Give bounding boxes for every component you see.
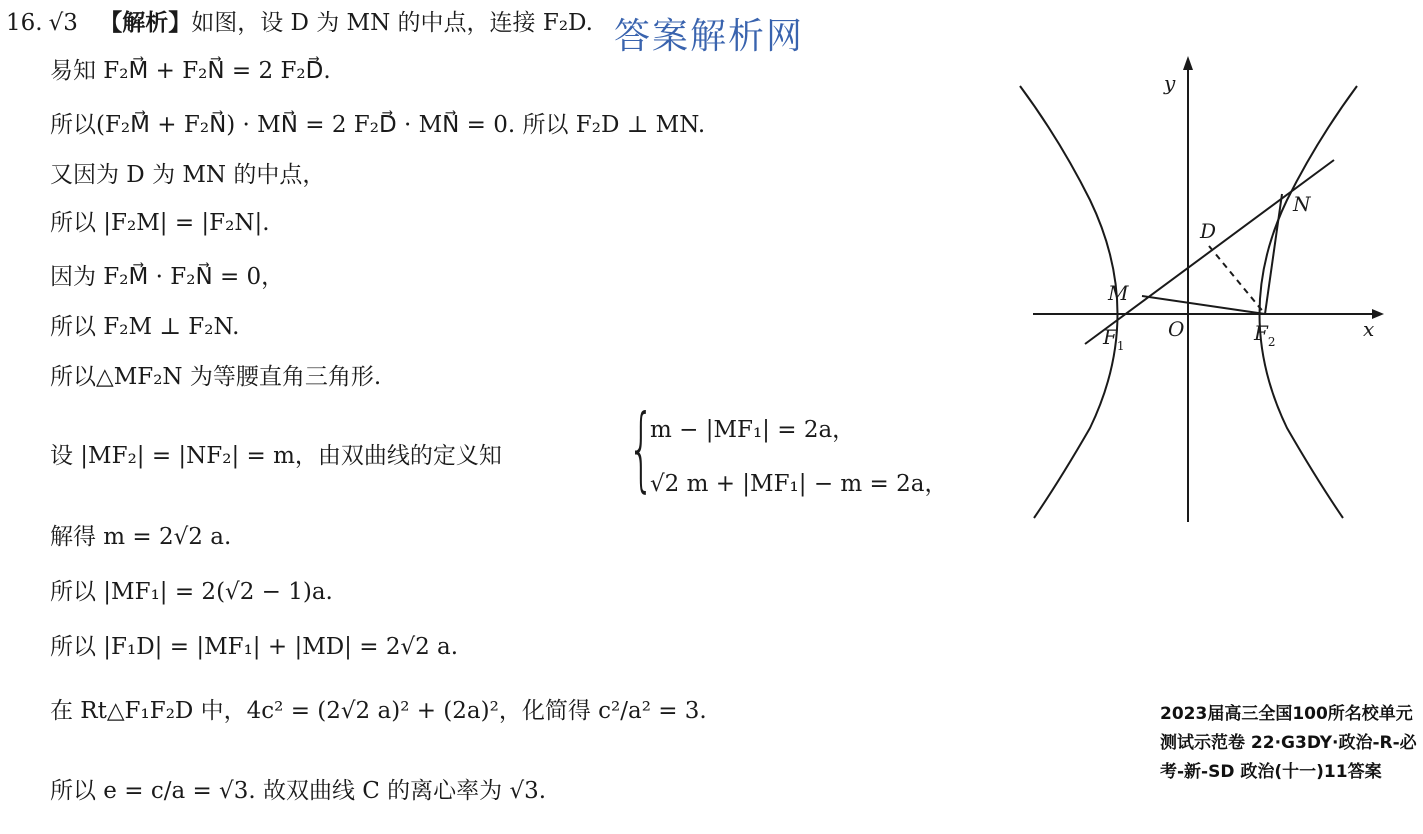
answer-value: √3 xyxy=(48,10,78,36)
y-axis-label: y xyxy=(1164,71,1176,95)
segment-f2d-dashed xyxy=(1209,246,1265,314)
m-label: M xyxy=(1108,281,1129,305)
solution-line-12: 在 Rt△F₁F₂D 中，4c² = (2√2 a)² + (2a)²，化简得 c²/a² = 3. xyxy=(50,698,707,724)
solution-text-0: 如图，设 D 为 MN 的中点，连接 F₂D. xyxy=(191,10,593,36)
hyperbola-figure xyxy=(1010,48,1410,528)
n-label: N xyxy=(1293,192,1311,216)
watermark: 答案解析网 xyxy=(614,16,805,57)
segment-f2m xyxy=(1142,296,1265,314)
line-mn xyxy=(1085,160,1334,344)
solution-line-3: 又因为 D 为 MN 的中点， xyxy=(50,162,326,188)
solution-line-4: 所以 |F₂M| = |F₂N|. xyxy=(50,210,270,236)
system-equation-2: √2 m + |MF₁| − m = 2a， xyxy=(650,471,948,497)
d-label: D xyxy=(1200,219,1217,243)
problem-number: 16. xyxy=(6,10,43,36)
source-footer: 2023届高三全国100所名校单元测试示范卷 22·G3DY·政治-R-必考-新-SD 政治(十一)11答案 xyxy=(1160,704,1417,782)
solution-line-13: 所以 e = c/a = √3. 故双曲线 C 的离心率为 √3. xyxy=(50,778,547,804)
left-brace: { xyxy=(628,395,655,502)
solution-line-2: 所以(F₂M⃗ + F₂N⃗) · MN⃗ = 2 F₂D⃗ · MN⃗ = 0. 所以 F₂D ⊥ MN. xyxy=(50,112,706,138)
solution-line-10: 所以 |MF₁| = 2(√2 − 1)a. xyxy=(50,579,333,605)
y-axis-arrow xyxy=(1183,56,1193,70)
equation-system xyxy=(50,395,950,503)
hyperbola-left-branch xyxy=(1020,86,1118,518)
analysis-tag: 【解析】 xyxy=(99,10,192,36)
hyperbola-right-branch xyxy=(1260,86,1358,518)
f1-label: $F_1$ xyxy=(1103,325,1125,353)
system-lead-text: 设 |MF₂| = |NF₂| = m，由双曲线的定义知 xyxy=(50,443,502,469)
solution-line-11: 所以 |F₁D| = |MF₁| + |MD| = 2√2 a. xyxy=(50,634,459,660)
solution-line-7: 所以△MF₂N 为等腰直角三角形. xyxy=(50,364,382,390)
solution-line-6: 所以 F₂M ⊥ F₂N. xyxy=(50,314,240,340)
f2-label: $F_2$ xyxy=(1254,321,1276,349)
solution-line-1: 易知 F₂M⃗ + F₂N⃗ = 2 F₂D⃗. xyxy=(50,58,331,84)
solution-line-9: 解得 m = 2√2 a. xyxy=(50,524,232,550)
x-axis-label: x xyxy=(1363,317,1375,341)
system-equation-1: m − |MF₁| = 2a， xyxy=(650,417,856,443)
solution-line-5: 因为 F₂M⃗ · F₂N⃗ = 0， xyxy=(50,264,285,290)
solution-line-0 xyxy=(6,8,593,38)
origin-label: O xyxy=(1168,317,1185,341)
